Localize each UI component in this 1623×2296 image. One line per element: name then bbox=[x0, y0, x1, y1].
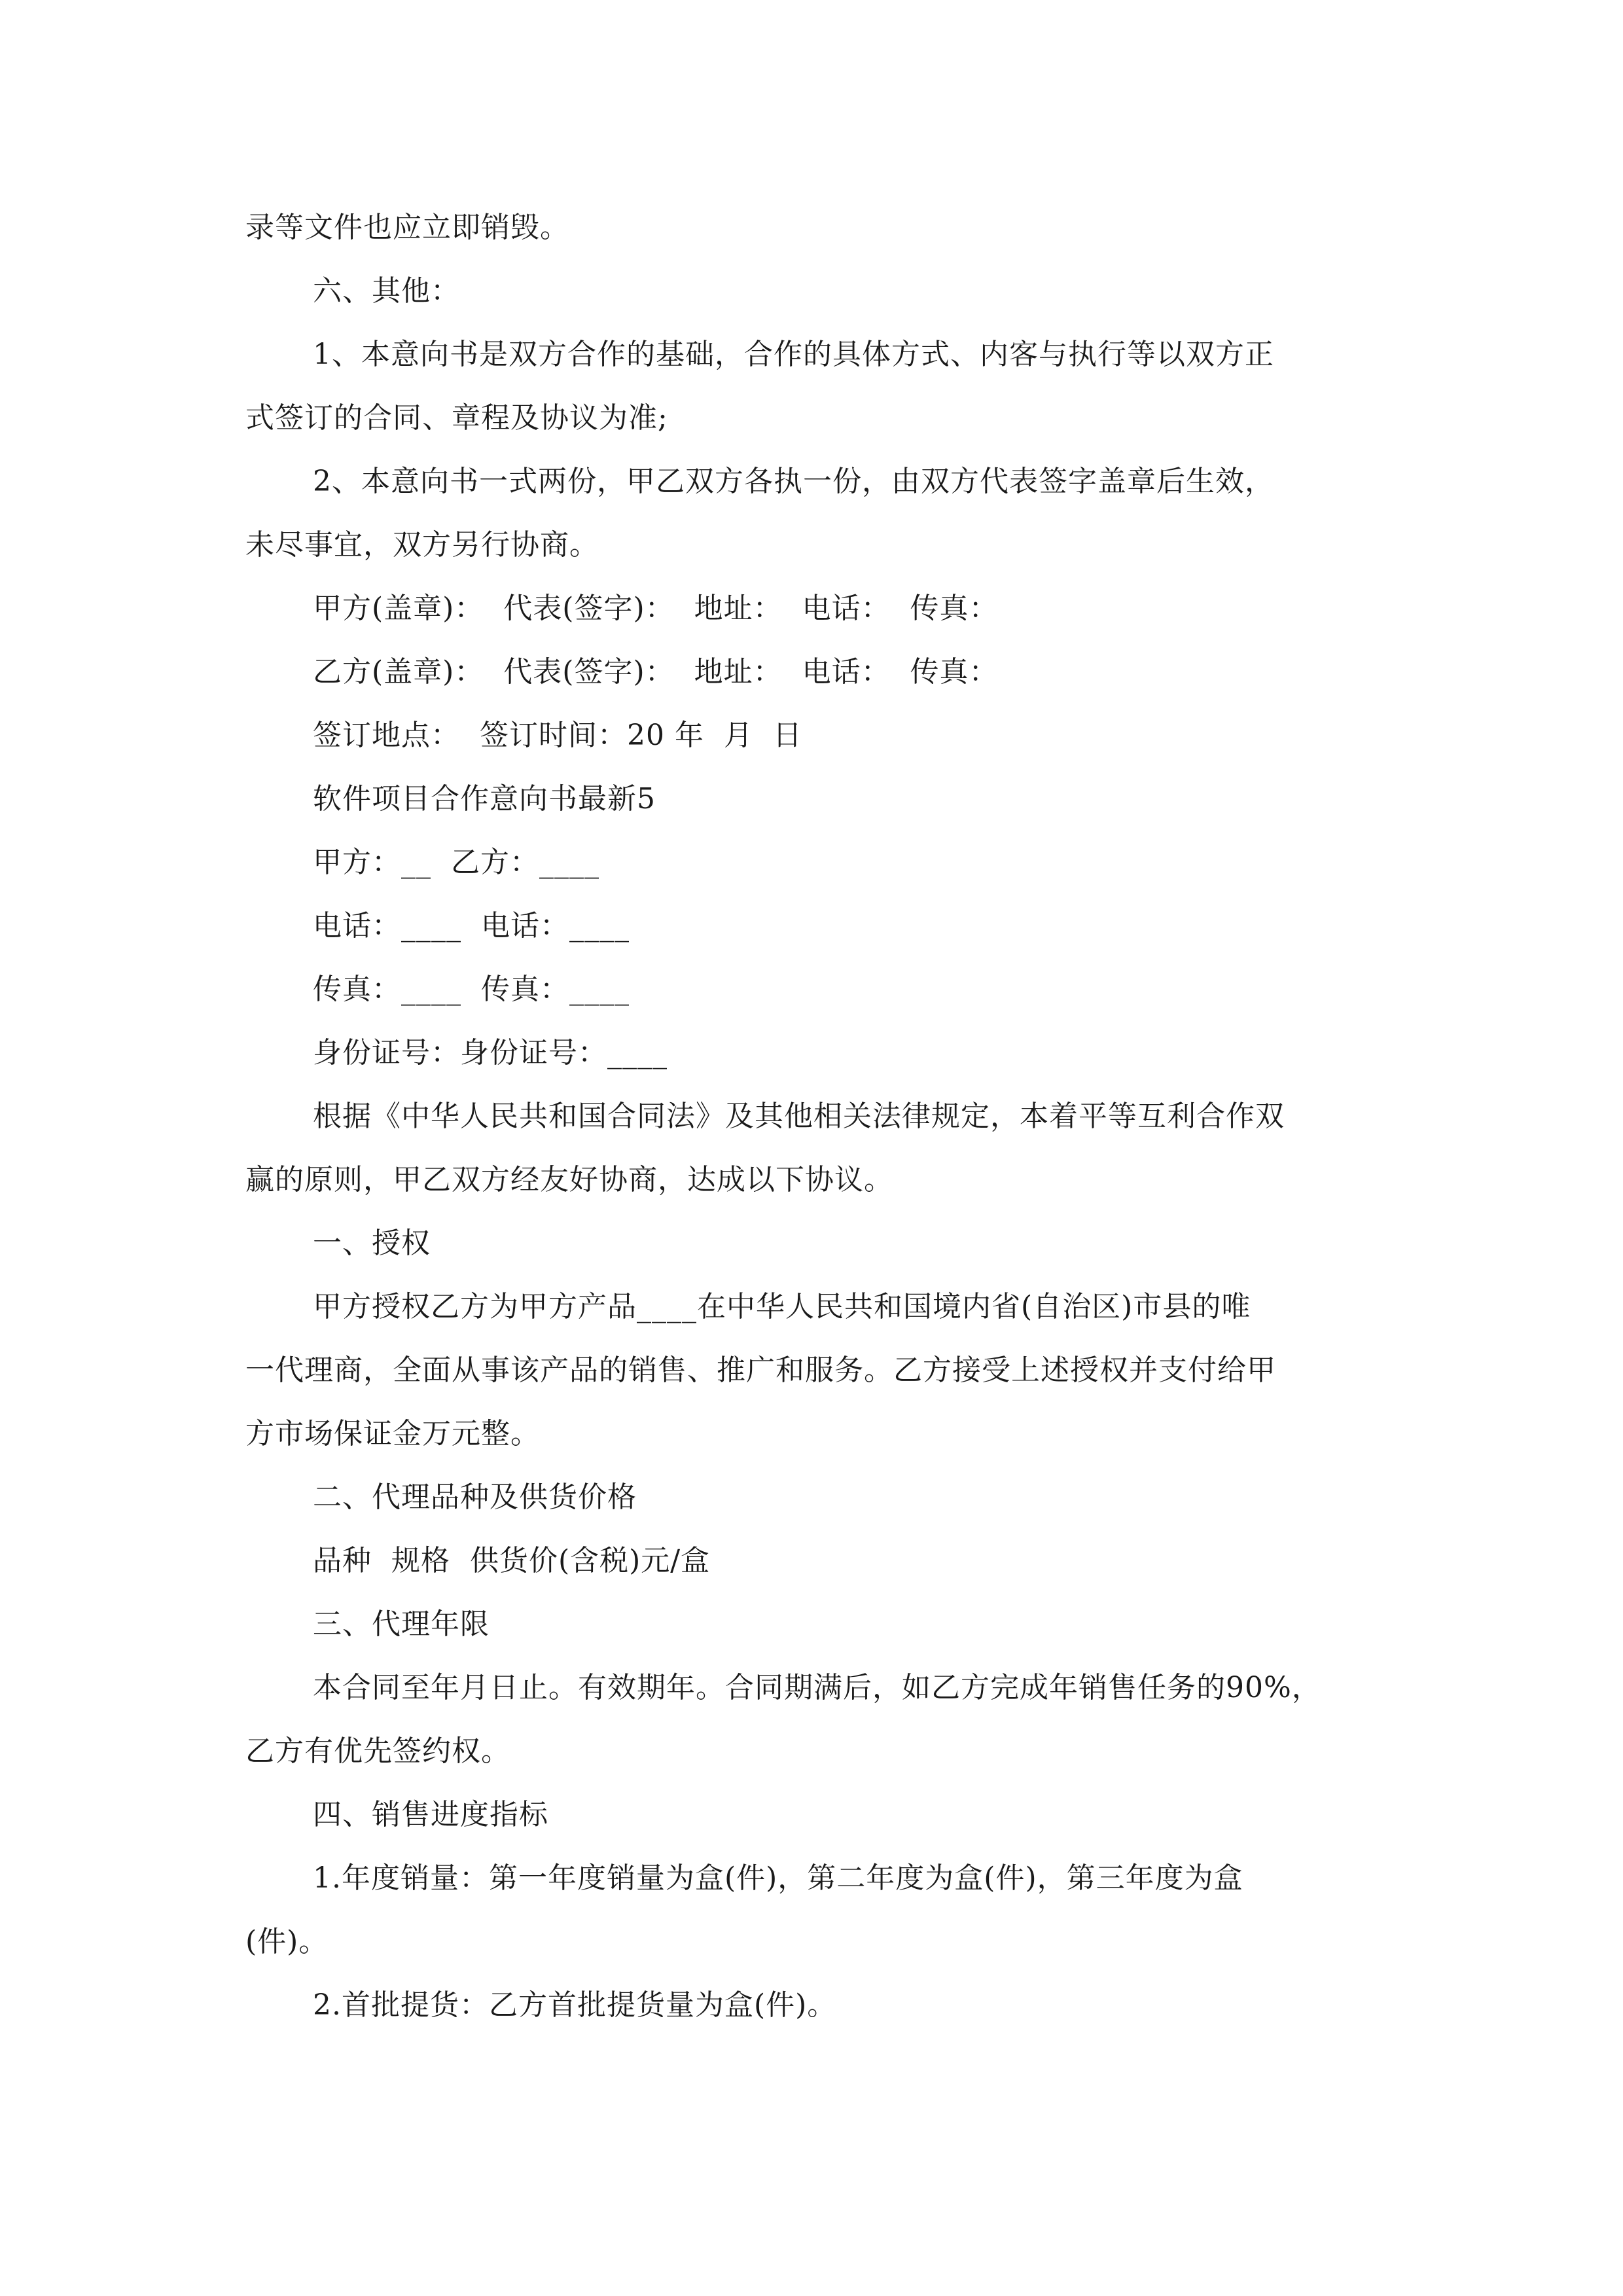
text-line-11: 甲方：__ 乙方：____ bbox=[313, 846, 599, 879]
text-line-28: (件)。 bbox=[245, 1925, 329, 1958]
text-line-25: 乙方有优先签约权。 bbox=[245, 1734, 510, 1768]
text-line-27: 1.年度销量：第一年度销量为盒(件)，第二年度为盒(件)，第三年度为盒 bbox=[313, 1861, 1243, 1895]
text-line-8: 乙方(盖章)： 代表(签字)： 地址： 电话： 传真： bbox=[313, 655, 999, 689]
text-line-29: 2.首批提货：乙方首批提货量为盒(件)。 bbox=[313, 1988, 837, 2022]
text-line-14: 身份证号：身份证号：____ bbox=[313, 1036, 668, 1069]
text-line-3: 1、本意向书是双方合作的基础，合作的具体方式、内客与执行等以双方正 bbox=[313, 338, 1274, 371]
text-line-19: 一代理商，全面从事该产品的销售、推广和服务。乙方接受上述授权并支付给甲 bbox=[245, 1354, 1276, 1387]
text-line-1: 录等文件也应立即销毁。 bbox=[245, 211, 569, 244]
text-line-24: 本合同至年月日止。有效期年。合同期满后，如乙方完成年销售任务的90%， bbox=[313, 1671, 1321, 1704]
text-line-6: 未尽事宜，双方另行协商。 bbox=[245, 528, 599, 562]
text-line-22: 品种 规格 供货价(含税)元/盒 bbox=[313, 1544, 711, 1577]
text-line-7: 甲方(盖章)： 代表(签字)： 地址： 电话： 传真： bbox=[313, 592, 999, 625]
text-line-5: 2、本意向书一式两份，甲乙双方各执一份，由双方代表签字盖章后生效， bbox=[313, 465, 1274, 498]
text-line-16: 赢的原则，甲乙双方经友好协商，达成以下协议。 bbox=[245, 1163, 893, 1196]
text-line-12: 电话：____ 电话：____ bbox=[313, 909, 630, 942]
text-line-17: 一、授权 bbox=[313, 1227, 431, 1260]
text-line-20: 方市场保证金万元整。 bbox=[245, 1417, 540, 1450]
text-line-4: 式签订的合同、章程及协议为准; bbox=[245, 401, 668, 435]
text-line-9: 签订地点： 签订时间：20 年 月 日 bbox=[313, 719, 802, 752]
text-line-23: 三、代理年限 bbox=[313, 1607, 490, 1641]
text-line-13: 传真：____ 传真：____ bbox=[313, 973, 630, 1006]
text-line-2: 六、其他： bbox=[313, 274, 460, 308]
text-line-26: 四、销售进度指标 bbox=[313, 1798, 548, 1831]
text-line-21: 二、代理品种及供货价格 bbox=[313, 1480, 637, 1514]
text-line-10: 软件项目合作意向书最新5 bbox=[313, 782, 656, 816]
text-line-18: 甲方授权乙方为甲方产品____在中华人民共和国境内省(自治区)市县的唯 bbox=[313, 1290, 1251, 1323]
text-line-15: 根据《中华人民共和国合同法》及其他相关法律规定，本着平等互利合作双 bbox=[313, 1100, 1285, 1133]
